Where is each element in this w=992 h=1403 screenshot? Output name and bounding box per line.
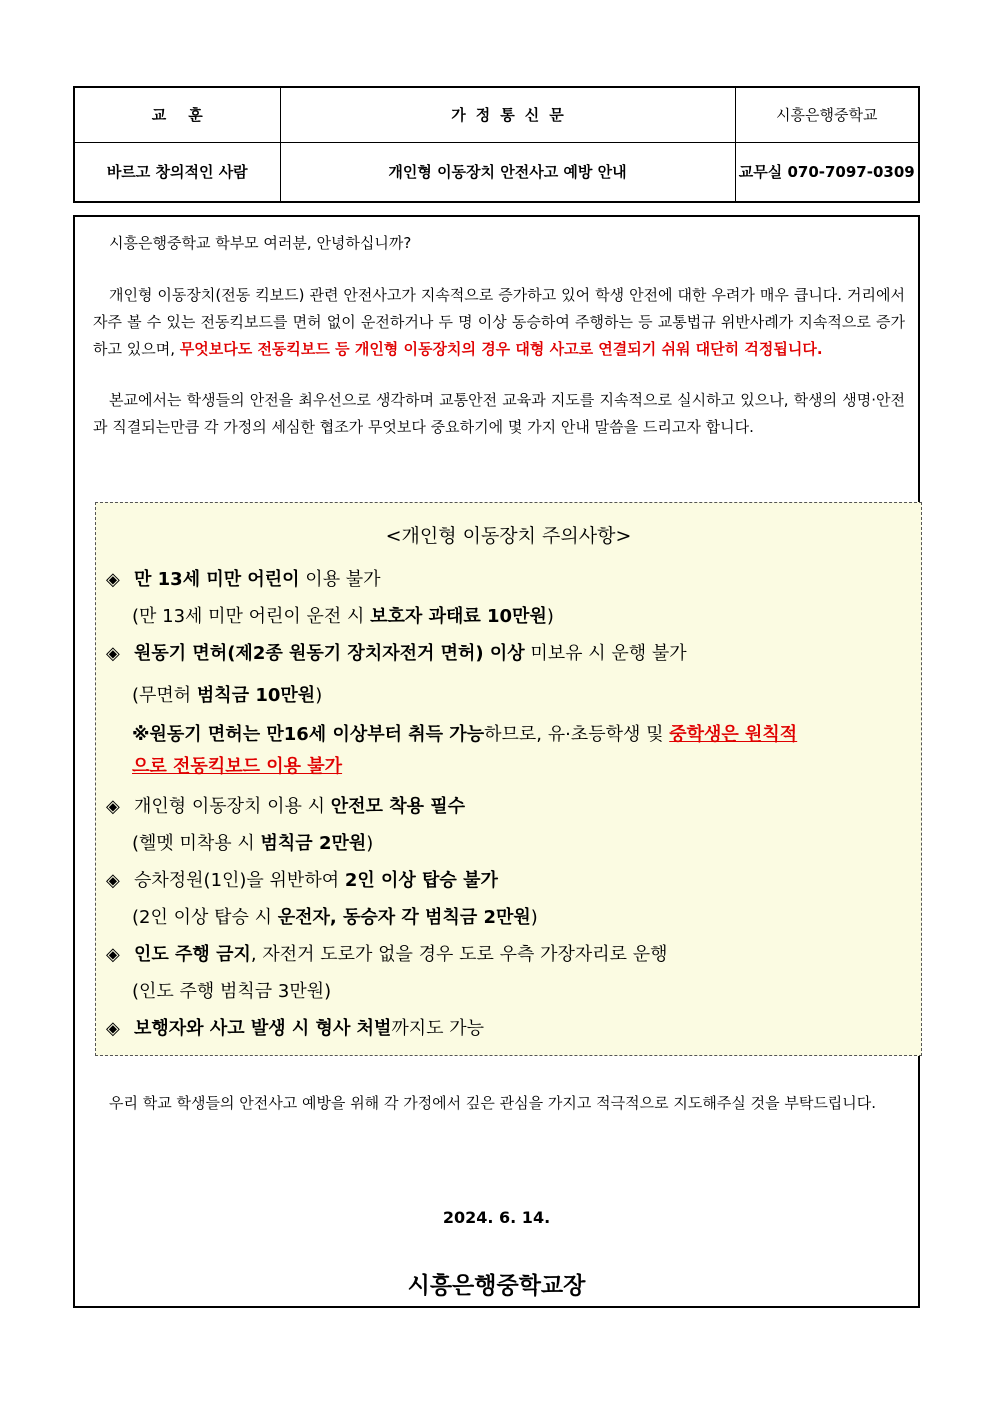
closing-paragraph: 우리 학교 학생들의 안전사고 예방을 위해 각 가정에서 깊은 관심을 가지고 적극적으로 지도해주실 것을 부탁드립니다. bbox=[109, 1094, 877, 1112]
notice-item-2: ◈ 원동기 면허(제2종 원동기 장치자전거 면허) 이상 미보유 시 운행 불가 bbox=[106, 643, 687, 664]
diamond-bullet-icon: ◈ bbox=[106, 944, 120, 965]
notice-item-2-note: ※원동기 면허는 만16세 이상부터 취득 가능하므로, 유·초등학생 및 중학생은 원칙적 bbox=[132, 724, 798, 745]
diamond-bullet-icon: ◈ bbox=[106, 1018, 120, 1039]
school-motto: 바르고 창의적인 사람 bbox=[74, 142, 280, 202]
school-name: 시흥은행중학교 bbox=[735, 87, 919, 142]
paragraph-1 bbox=[93, 282, 905, 363]
diamond-bullet-icon: ◈ bbox=[106, 870, 120, 891]
notice-item-4: ◈ 승차정원(1인)을 위반하여 2인 이상 탑승 불가 bbox=[106, 870, 498, 891]
notice-item-1-detail: (만 13세 미만 어린이 운전 시 보호자 과태료 10만원) bbox=[132, 606, 554, 627]
document-subject: 개인형 이동장치 안전사고 예방 안내 bbox=[280, 142, 735, 202]
notice-item-3: ◈ 개인형 이동장치 이용 시 안전모 착용 필수 bbox=[106, 796, 466, 817]
issue-date: 2024. 6. 14. bbox=[442, 1208, 551, 1227]
diamond-bullet-icon: ◈ bbox=[106, 569, 120, 590]
notice-item-2-note-cont: 으로 전동킥보드 이용 불가 bbox=[132, 756, 343, 777]
motto-label: 교훈 bbox=[74, 87, 280, 142]
contact-info: 교무실 070-7097-0309 bbox=[735, 142, 919, 202]
document-title: 가정통신문 bbox=[280, 87, 735, 142]
notice-item-1: ◈ 만 13세 미만 어린이 이용 불가 bbox=[106, 569, 381, 590]
diamond-bullet-icon: ◈ bbox=[106, 796, 120, 817]
notice-item-3-detail: (헬멧 미착용 시 범칙금 2만원) bbox=[132, 833, 374, 854]
notice-title: <개인형 이동장치 주의사항> bbox=[385, 525, 632, 547]
letter-body bbox=[73, 215, 920, 1308]
notice-item-5: ◈ 인도 주행 금지, 자전거 도로가 없을 경우 도로 우측 가장자리로 운행 bbox=[106, 944, 668, 965]
diamond-bullet-icon: ◈ bbox=[106, 643, 120, 664]
notice-item-6: ◈ 보행자와 사고 발생 시 형사 처벌까지도 가능 bbox=[106, 1018, 485, 1039]
paragraph-1-warning: 무엇보다도 전동킥보드 등 개인형 이동장치의 경우 대형 사고로 연결되기 쉬워 대단히 걱정됩니다. bbox=[179, 340, 823, 358]
notice-item-5-detail: (인도 주행 범칙금 3만원) bbox=[132, 981, 332, 1002]
notice-item-2-detail: (무면허 범칙금 10만원) bbox=[132, 685, 323, 706]
header-table bbox=[73, 86, 920, 203]
notice-item-4-detail: (2인 이상 탑승 시 운전자, 동승자 각 범칙금 2만원) bbox=[132, 907, 538, 928]
paragraph-1-text: 개인형 이동장치(전동 킥보드) 관련 안전사고가 지속적으로 증가하고 있어 학생 안전에 대한 우려가 매우 큽니다. 거리에서 자주 볼 수 있는 전동킥보드를 면허 없이 운전하거나 두 명 이상 동승하여 주행하는 등 교통법규 위반사례가 지속적으로 증가하고 있으며, bbox=[93, 286, 905, 358]
signer: 시흥은행중학교장 bbox=[407, 1273, 586, 1299]
greeting: 시흥은행중학교 학부모 여러분, 안녕하십니까? bbox=[109, 234, 412, 252]
paragraph-2: 본교에서는 학생들의 안전을 최우선으로 생각하며 교통안전 교육과 지도를 지속적으로 실시하고 있으나, 학생의 생명·안전과 직결되는만큼 각 가정의 세심한 협조가 무엇보다 중요하기에 몇 가지 안내 말씀을 드리고자 합니다. bbox=[93, 391, 905, 436]
notice-box bbox=[95, 502, 922, 1056]
